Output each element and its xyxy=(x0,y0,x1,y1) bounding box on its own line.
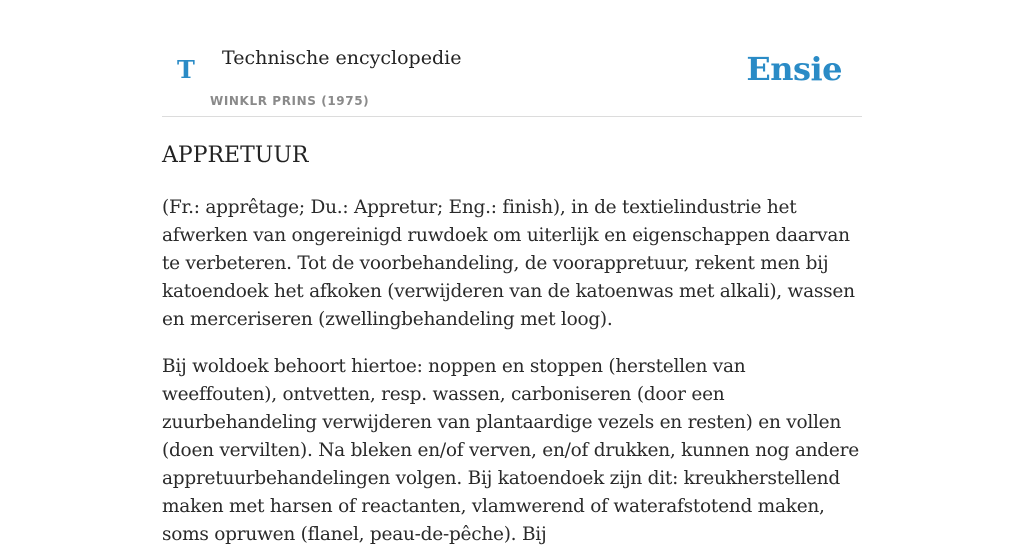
brand-logo[interactable]: Ensie xyxy=(746,50,842,88)
header xyxy=(162,0,862,117)
source-label: WINKLR PRINS (1975) xyxy=(210,94,370,108)
category-title[interactable]: Technische encyclopedie xyxy=(222,47,462,69)
entry-paragraph: (Fr.: apprêtage; Du.: Appretur; Eng.: finish), in de textielindustrie het afwerken van ongereinigd ruwdoek om uiterlijk en eigenschappen daarvan te verbeteren. Tot de voorbehandeling, de voorappretuur, rekent men bij katoendoek het afkoken (verwijderen van de katoenwas met alkali), wassen en merceriseren (zwellingbehandeling met loog). xyxy=(162,197,855,330)
entry-paragraph: Bij woldoek behoort hiertoe: noppen en stoppen (herstellen van weeffouten), ontvetten, resp. wassen, carboniseren (door een zuurbehandeling verwijderen van plantaardige vezels en resten) en vollen (doen vervilten). Na bleken en/of verven, en/of drukken, kunnen nog andere appretuurbehandelingen volgen. Bij katoendoek zijn dit: kreukherstellend maken met harsen of reactanten, vlamwerend of waterafstotend maken, soms opruwen (flanel, peau-de-pêche). Bij xyxy=(162,356,859,545)
category-letter-icon[interactable]: T xyxy=(177,55,195,84)
entry-title: APPRETUUR xyxy=(162,143,309,168)
page xyxy=(162,0,862,549)
